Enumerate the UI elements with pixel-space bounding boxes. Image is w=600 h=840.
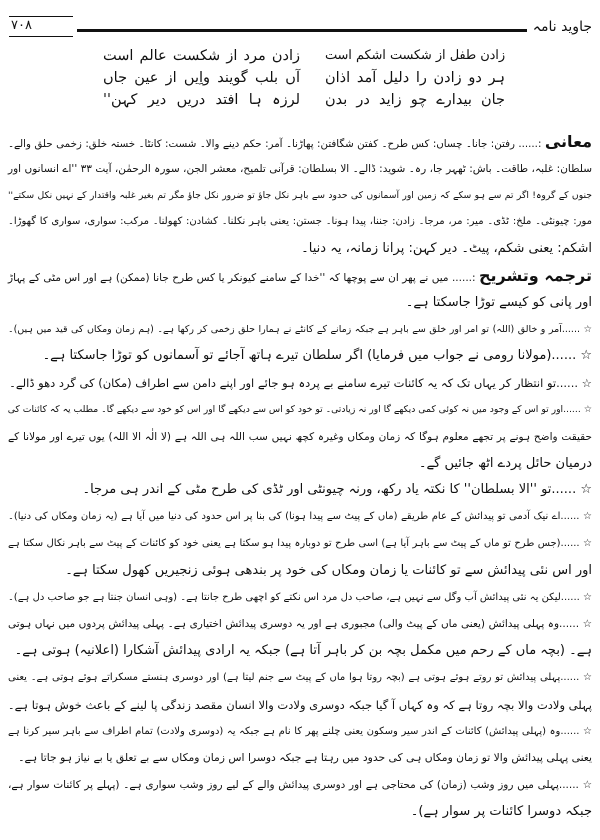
verse-right-hemistich: زادن طفل از شکست اشکم است (325, 48, 505, 63)
text-line (18, 748, 592, 768)
section-heading: ترجمہ وتشریح (479, 266, 593, 285)
section-heading: معانی (544, 132, 592, 151)
line-text: ☆ ......وہ پہلی پیدائش (یعنی ماں کے پیٹ والی) مجبوری ہے اور یہ دوسری پیدائش اختیاری ہے۔ پہلی پیدائش پردوں میں نہاں ہوتی (8, 618, 592, 631)
line-text: ☆ ......لیکن یہ نئی پیدائش آب وگل سے نہیں ہے، صاحب دل مرد اس نکتے کو اچھی طرح جانتا ہے۔ (وہی انسان جنتا ہے جو صاحب دل ہے)۔ (7, 591, 592, 603)
line-text: ☆ ......اور تو اس کے وجود میں نہ کوئی کمی دیکھے گا اور نہ زیادتی۔ تو خود کو اس سے دیکھے گا اور اس کو خود سے دیکھے گا۔ مطلب یہ کہ کائنات کی (7, 404, 592, 415)
verse-left-hemistich: آں بلب گویند واِیں از عین جاں (103, 70, 300, 86)
text-line (9, 373, 592, 393)
verse-left-hemistich: لرزہ ہا افتد دریں دیر کہن'' (103, 92, 300, 108)
text-line (8, 722, 592, 742)
text-line (8, 212, 592, 232)
text-line (8, 427, 592, 447)
line-text: :...... رفتن: جانا۔ چساں: کس طرح۔ کفتن شگافتن: پھاڑنا۔ آمر: حکم دینے والا۔ شست: کانٹا۔ خستہ خلق: زخمی حلق والے۔ (8, 138, 545, 150)
text-line (8, 507, 592, 527)
line-text: اور پانی کو کیسے توڑا جاسکتا ہے۔ (405, 294, 592, 310)
line-text: ☆ ......وہ (پہلی پیدائش) کائنات کے اندر سیر وسکون یعنی چلنے پھر کا نام ہے جبکہ یہ (دوسری ولادت) تمام اطراف سے باہر سیر کرنا ہے (8, 725, 592, 737)
text-line (8, 588, 592, 608)
line-text: جنوں کے گروہ! اگر تم سے ہو سکے کہ زمین اور آسمانوں کی حدود سے باہر نکل جاؤ تو ضرور نکل جاؤ مگر تم بغیر غلبہ واقتدار کے نہیں نکل سکتے'' (8, 189, 592, 201)
text-line (411, 802, 592, 822)
line-text: حقیقت واضح ہونے پر تجھے معلوم ہوگا کہ زمان ومکاں وغیرہ کچھ نہیں سب اللہ ہی اللہ ہے (لا الٰہ الا اللہ) یوں تیرے اور مولانا کے (8, 430, 592, 443)
line-text: مور: چیونٹی۔ ملخ: ٹڈی۔ میر: مر، مرجا۔ زادن: جننا، پیدا ہونا۔ جستن: یعنی باہر نکلنا۔ کشادن: کھولنا۔ مرکب: سواری، سواری کا گھوڑا۔ (8, 216, 592, 228)
text-line (406, 293, 592, 313)
line-text: سلطان: غلبہ، طاقت۔ باش: ٹھہر جا، رہ۔ شوید: ڈالے۔ الا بسلطان: قرآنی تلمیح، معشر الجن، سورہ الرحمٰن، آیت ۳۳ ''اے انسانوں اور (8, 162, 592, 175)
line-text: ☆ ......تو ''الا بسلطان'' کا نکتہ یاد رکھ، ورنہ چیونٹی اور ٹڈی کی طرح مٹی کے اندر ہی مرجا۔ (82, 482, 592, 498)
verse-right-hemistich: ہر دو زادن را دلیل آمد اذان (325, 70, 505, 86)
line-text: ☆ ......تو انتظار کر یہاں تک کہ یہ کائنات تیرے سامنے بے پردہ ہو جائے اور اپنے دامن سے اطراف (مکان) کی گرد دھو ڈالے۔ (9, 376, 592, 391)
text-line (8, 266, 592, 288)
line-text: ☆ ......آمر و خالق (اللہ) تو امر اور خلق سے باہر ہے جبکہ زمانے کے کانٹے نے ہمارا حلق زخمی کر رکھا ہے۔ (ہم زمان ومکاں کی قید میں ہیں)۔ (8, 323, 592, 335)
text-line (43, 346, 592, 366)
line-text: ☆ ......(مولانا رومی نے جواب میں فرمایا) اگر سلطان تیرے ہاتھ آجائے تو آسمانوں کو توڑا جاسکتا ہے۔ (42, 348, 592, 364)
text-line (8, 775, 592, 795)
page-number: ۷۰۸ (11, 18, 32, 33)
line-text: جبکہ دوسرا کائنات پر سوار ہے)۔ (410, 804, 592, 819)
text-line (8, 186, 592, 206)
line-text: ☆ ......اے نیک آدمی تو پیدائش کے عام طریقے (ماں کے پیٹ سے پیدا ہونا) کی بنا پر اس حدود کی دنیا میں آیا ہے (یہ زمان ومکاں کی دنیا)۔ (8, 511, 592, 523)
line-text: پہلی ولادت والا بچہ روتا ہے کہ وہ کہاں آ گیا جبکہ دوسری ولادت والا انسان مقصد زندگی پا لینے کے باعث خوش ہوتا ہے۔ (7, 697, 592, 712)
line-text: اشکم: یعنی شکم، پیٹ۔ دیر کہن: پرانا زمانہ، یہ دنیا۔ (301, 241, 592, 257)
text-line (8, 534, 592, 554)
line-text: اور اس نئی پیدائش سے تو کائنات یا زمان ومکاں کی خود پر بندھی ہوئی زنجیریں کھول سکتا ہے۔ (65, 562, 592, 578)
verse-left-hemistich: زادن مرد از شکست عالم است (103, 48, 300, 64)
line-text: ☆ ......(جس طرح تو ماں کے پیٹ سے باہر آیا ہے) اسی طرح تو دوبارہ پیدا ہو سکتا ہے یعنی خود کو کائنات کے پیٹ سے باہر نکال سکتا ہے (8, 538, 592, 549)
text-line (8, 668, 592, 688)
line-text: :...... میں نے پھر ان سے پوچھا کہ ''خدا کے سامنے کیونکر یا کس طرح جانا (ممکن) ہے اور اس مٹی کے پہاڑ (8, 272, 479, 284)
text-line (15, 641, 592, 661)
commentary-body (8, 0, 592, 840)
text-line (301, 239, 592, 259)
text-line (82, 480, 592, 500)
line-text: یعنی پہلی پیدائش والا تو زمان ومکاں ہی کی حدود میں رہتا ہے جبکہ دوسرا اس زمان ومکاں سے بے تعلق یا بے نیاز ہو جاتا ہے۔ (18, 751, 592, 765)
book-title: جاوید نامہ (532, 19, 592, 35)
text-line (8, 400, 592, 420)
text-line (65, 561, 592, 581)
text-line (8, 159, 592, 179)
line-text: ☆ ......پہلی پیدائش تو روتے ہوئے ہوتی ہے (بچہ روتا ہوا ماں کے پیٹ سے جنم لیتا ہے) اور دوسری ہنستے مسکراتے ہوئے ہوتی ہے۔ یعنی (8, 672, 592, 683)
text-line (8, 614, 592, 634)
text-line (8, 695, 592, 715)
line-text: درمیان حائل پردے اٹھ جائیں گے۔ (418, 455, 592, 471)
text-line (8, 320, 592, 340)
verse-right-hemistich: جان بیدارے چو زاید در بدن (325, 92, 505, 108)
line-text: ہے۔ (بچہ ماں کے رحم میں مکمل بچہ بن کر باہر آتا ہے) جبکہ یہ ارادی پیدائش آشکارا (اعلانیہ) ہوتی ہے۔ (14, 643, 592, 659)
line-text: ☆ ......پہلی میں روز وشب (زمان) کی محتاجی ہے اور دوسری پیدائش والے کے لیے روز وشب سواری ہے۔ (پہلے پر کائنات سوار ہے، (8, 779, 592, 792)
text-line (8, 132, 592, 154)
text-line (419, 454, 592, 474)
